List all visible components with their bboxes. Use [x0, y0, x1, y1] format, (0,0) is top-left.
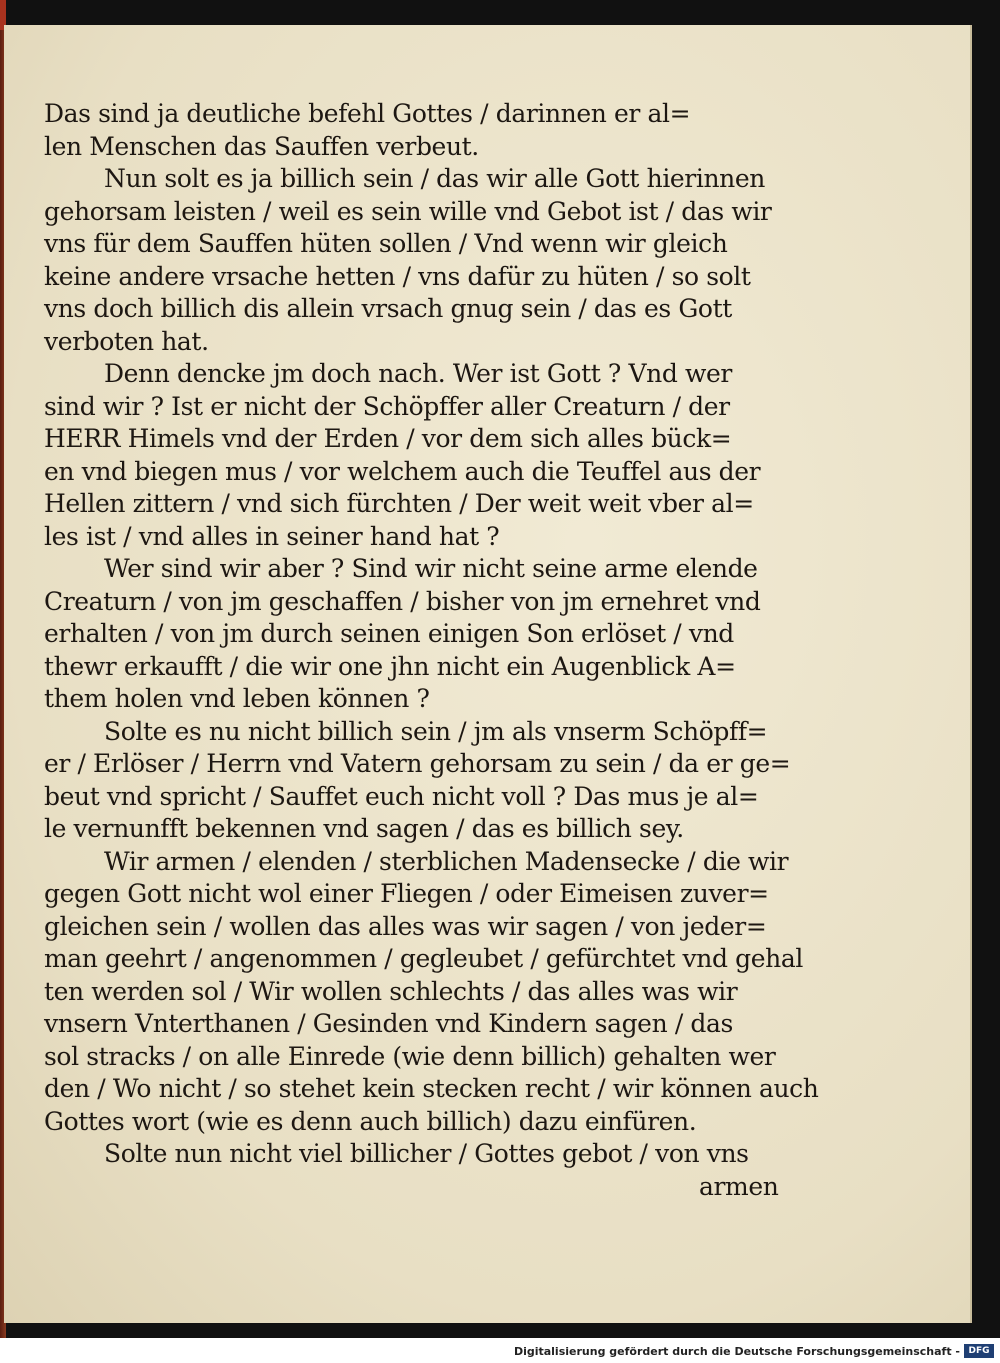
text-line: er / Erlöser / Herrn vnd Vatern gehorsam zu sein / da er ge= [44, 749, 791, 778]
text-line: erhalten / von jm durch seinen einigen Son erlöset / vnd [44, 619, 734, 648]
footer-bar [0, 1341, 1000, 1363]
text-line: thewr erkaufft / die wir one jhn nicht ein Augenblick A= [44, 651, 736, 681]
text-line: Solte es nu nicht billich sein / jm als vnserm Schöpff= [104, 716, 768, 746]
text-line: en vnd biegen mus / vor welchem auch die Teuffel aus der [44, 456, 761, 486]
text-line: Wer sind wir aber ? Sind wir nicht seine arme elende [104, 554, 758, 583]
text-line: gleichen sein / wollen das alles was wir sagen / von jeder= [44, 911, 767, 941]
text-line: keine andere vrsache hetten / vns dafür zu hüten / so solt [44, 261, 751, 291]
text-line: vns für dem Sauffen hüten sollen / Vnd wenn wir gleich [44, 229, 728, 258]
text-line: Das sind ja deutliche befehl Gottes / darinnen er al= [44, 99, 691, 128]
text-line: gegen Gott nicht wol einer Fliegen / oder Eimeisen zuver= [44, 879, 769, 908]
text-line: den / Wo nicht / so stehet kein stecken recht / wir können auch [44, 1074, 819, 1103]
text-line: Denn dencke jm doch nach. Wer ist Gott ? Vnd wer [104, 359, 732, 388]
dfg-logo-icon: DFG [964, 1344, 994, 1358]
funding-credit: Digitalisierung gefördert durch die Deutsche Forschungsgemeinschaft - [513, 1345, 960, 1358]
text-line: les ist / vnd alles in seiner hand hat ? [44, 521, 500, 551]
text-line: HERR Himels vnd der Erden / vor dem sich alles bück= [44, 424, 732, 453]
text-line: Wir armen / elenden / sterblichen Madensecke / die wir [104, 846, 789, 876]
text-line: armen [699, 1171, 779, 1201]
text-line: len Menschen das Sauffen verbeut. [44, 131, 479, 161]
text-line: ten werden sol / Wir wollen schlechts / das alles was wir [44, 976, 738, 1006]
text-line: le vernunfft bekennen vnd sagen / das es billich sey. [44, 814, 684, 843]
text-line: beut vnd spricht / Sauffet euch nicht voll ? Das mus je al= [44, 781, 759, 811]
text-line: sind wir ? Ist er nicht der Schöpffer aller Creaturn / der [44, 391, 730, 421]
text-line: Solte nun nicht viel billicher / Gottes gebot / von vns [104, 1139, 749, 1168]
text-line: Hellen zittern / vnd sich fürchten / Der weit weit vber al= [44, 489, 754, 518]
page-text [44, 98, 844, 1203]
text-line: vns doch billich dis allein vrsach gnug sein / das es Gott [44, 294, 732, 323]
text-line: vnsern Vnterthanen / Gesinden vnd Kindern sagen / das [44, 1009, 733, 1038]
text-line: gehorsam leisten / weil es sein wille vnd Gebot ist / das wir [44, 196, 772, 226]
text-line: sol stracks / on alle Einrede (wie denn billich) gehalten wer [44, 1041, 776, 1071]
text-line: Gottes wort (wie es denn auch billich) dazu einfüren. [44, 1106, 697, 1136]
text-line: man geehrt / angenommen / gegleubet / gefürchtet vnd gehal [44, 944, 803, 973]
text-line: them holen vnd leben können ? [44, 684, 430, 713]
text-line: Nun solt es ja billich sein / das wir alle Gott hierinnen [104, 164, 765, 193]
text-line: Creaturn / von jm geschaffen / bisher von jm ernehret vnd [44, 586, 761, 616]
text-line: verboten hat. [44, 326, 209, 356]
